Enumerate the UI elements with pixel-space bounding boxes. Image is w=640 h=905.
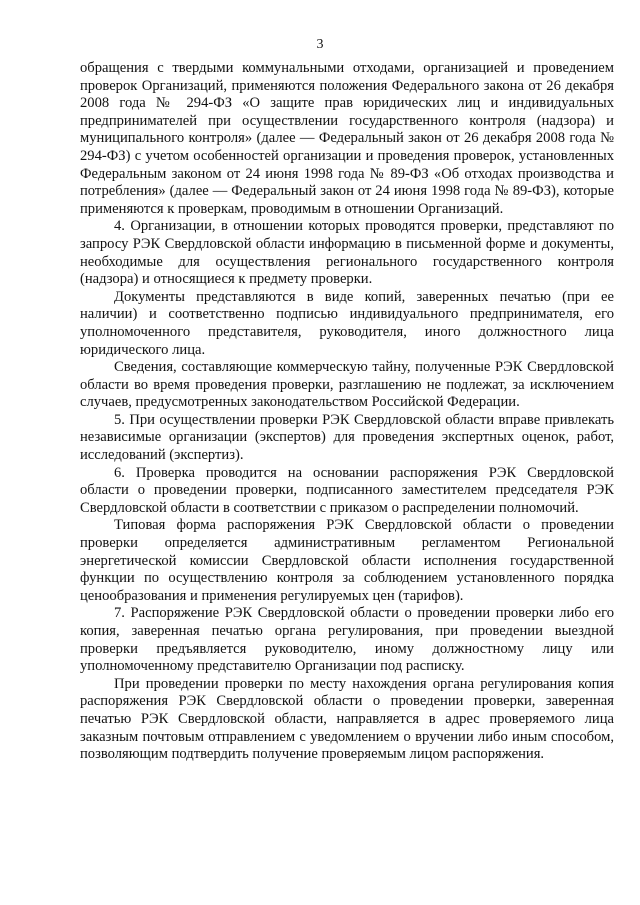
paragraph-item-4: 4. Организации, в отношении которых проводятся проверки, представляют по запросу РЭК Свердловской области информацию в письменной форме и документы, необходимые для осуществления регионального государственного контроля (надзора) и относящиеся к предмету проверки. xyxy=(80,218,614,288)
paragraph-continuation: обращения с твердыми коммунальными отходами, организацией и проведением проверок Организаций, применяются положения Федерального закона от 26 декабря 2008 года № 294-ФЗ «О защите прав юридических лиц и индивидуальных предпринимателей при осуществлении государственного контроля (надзора) и муниципального контроля» (далее — Федеральный закон от 26 декабря 2008 года № 294-ФЗ) с учетом особенностей организации и проведения проверок, установленных Федеральным законом от 24 июня 1998 года № 89-ФЗ «Об отходах производства и потребления» (далее — Федеральный закон от 24 июня 1998 года № 89-ФЗ), которые применяются к проверкам, проводимым в отношении Организаций. xyxy=(80,60,614,217)
paragraph-item-7: 7. Распоряжение РЭК Свердловской области о проведении проверки либо его копия, заверенная печатью органа регулирования, при проведении выездной проверки предъявляется руководителю, иному должностному лицу или уполномоченному представителю Организации под расписку. xyxy=(80,605,614,675)
paragraph-commercial-secret: Сведения, составляющие коммерческую тайну, полученные РЭК Свердловской области во время проведения проверки, разглашению не подлежат, за исключением случаев, предусмотренных законодательством Российской Федерации. xyxy=(80,359,614,411)
document-body xyxy=(80,60,614,764)
paragraph-documents: Документы представляются в виде копий, заверенных печатью (при ее наличии) и соответственно подписью индивидуального предпринимателя, его уполномоченного представителя, руководителя, иного должностного лица юридического лица. xyxy=(80,288,614,358)
paragraph-item-6: 6. Проверка проводится на основании распоряжения РЭК Свердловской области о проведении проверки, подписанного заместителем председателя РЭК Свердловской области в соответствии с приказом о распределении полномочий. xyxy=(80,464,614,516)
paragraph-copy-sending: При проведении проверки по месту нахождения органа регулирования копия распоряжения РЭК Свердловской области о проведении проверки, заверенная печатью РЭК Свердловской области, направляется в адрес проверяемого лица заказным почтовым отправлением с уведомлением о вручении либо иным способом, позволяющим подтвердить получение проверяемым лицом распоряжения. xyxy=(80,675,614,763)
page-number: 3 xyxy=(316,37,324,52)
paragraph-item-5: 5. При осуществлении проверки РЭК Свердловской области вправе привлекать независимые организации (экспертов) для проведения экспертных оценок, работ, исследований (экспертиз). xyxy=(80,411,614,464)
paragraph-typical-form: Типовая форма распоряжения РЭК Свердловской области о проведении проверки определяется административным регламентом Региональной энергетической комиссии Свердловской области исполнения государственной функции по осуществлению контроля за соблюдением установленного порядка ценообразования и применения регулируемых цен (тарифов). xyxy=(80,517,614,604)
